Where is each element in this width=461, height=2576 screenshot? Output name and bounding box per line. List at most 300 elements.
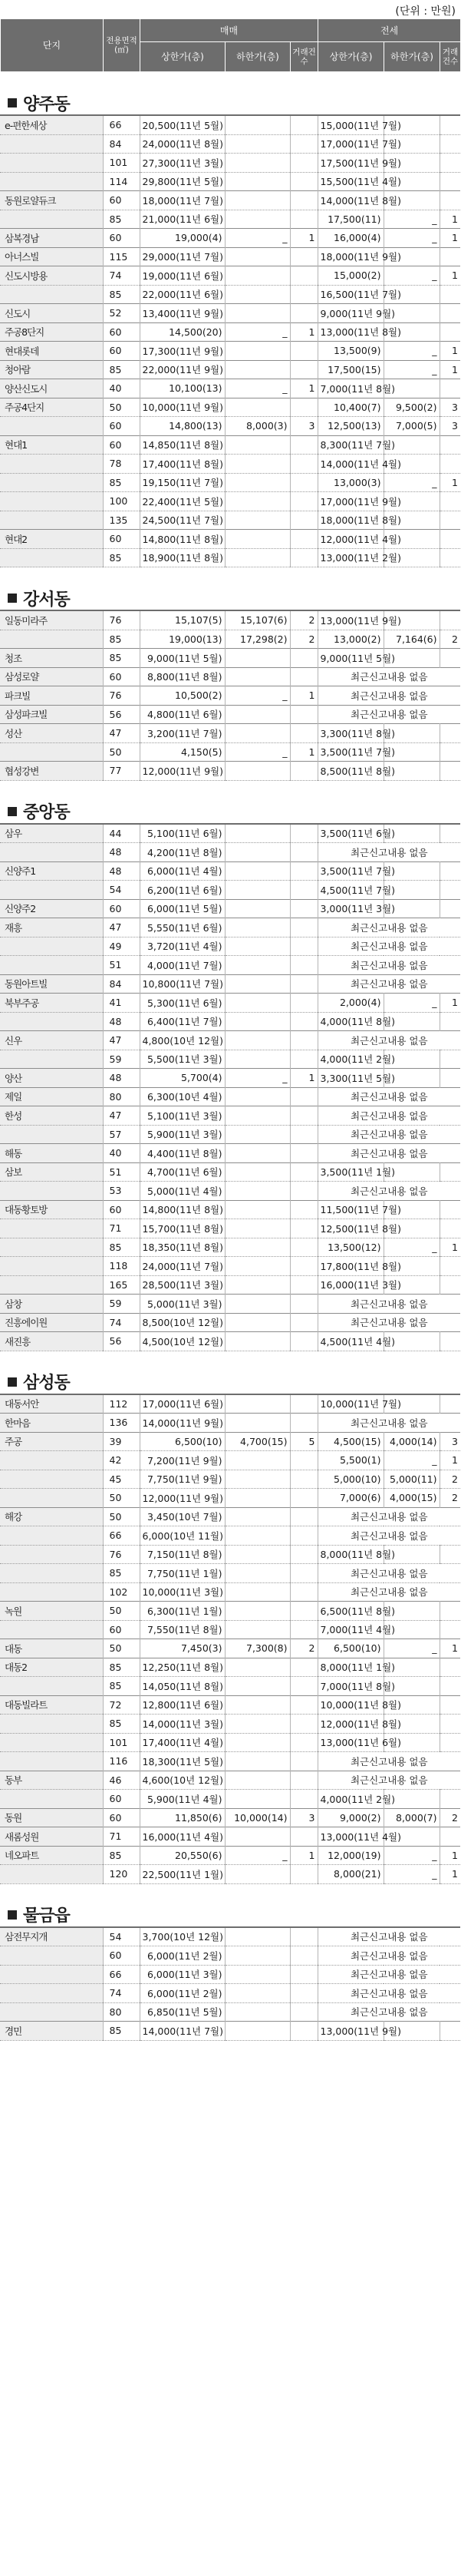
- cell-sale-upper: 4,600(10년 12월): [140, 1771, 225, 1790]
- cell-sale-count: 1: [290, 229, 318, 248]
- cell-sale-count: [290, 1582, 318, 1602]
- cell-jeonse-count: [440, 435, 460, 455]
- header-sale: 매매: [140, 19, 318, 42]
- cell-sale-lower: [225, 1965, 290, 1984]
- cell-sale-lower: [225, 172, 290, 191]
- cell-sale-upper: 20,550(6): [140, 1846, 225, 1865]
- cell-sale-lower: [225, 1946, 290, 1966]
- region-section: [0, 1371, 460, 1884]
- cell-jeonse-count: [440, 548, 460, 567]
- region-title: [0, 800, 460, 825]
- cell-sale-upper: 5,550(11년 6월): [140, 918, 225, 937]
- cell-sale-lower: [225, 1827, 290, 1847]
- cell-no-deal: 최근신고내용 없음: [318, 667, 460, 686]
- cell-jeonse-lower: _: [384, 1865, 440, 1884]
- cell-area: 50: [103, 1507, 140, 1526]
- cell-no-deal: 최근신고내용 없음: [350, 1586, 428, 1599]
- cell-sale-lower: [225, 881, 290, 900]
- cell-complex-name: 네오파트: [0, 1846, 103, 1865]
- cell-sale-upper: 4,200(11년 8월): [140, 843, 225, 862]
- cell-sale-lower: [225, 1695, 290, 1715]
- cell-jeonse-count: [440, 455, 460, 474]
- cell-sale-upper: 22,500(11년 1월): [140, 1865, 225, 1884]
- cell-jeonse-upper: 17,000(11년 9월): [318, 492, 384, 511]
- cell-sale-count: 1: [290, 1069, 318, 1088]
- cell-area: 71: [103, 1827, 140, 1847]
- table-row: [0, 1733, 460, 1752]
- cell-complex-name: 대동황토방: [0, 1200, 103, 1219]
- cell-sale-lower: [225, 247, 290, 266]
- cell-sale-count: [290, 342, 318, 361]
- cell-no-deal: 최근신고내용 없음: [318, 1313, 460, 1332]
- table-row: [0, 1414, 460, 1433]
- cell-jeonse-upper: 4,000(11년 8월): [318, 1012, 384, 1031]
- table-row: [0, 1069, 460, 1088]
- cell-jeonse-upper: 3,500(11년 1월): [318, 1162, 384, 1182]
- cell-sale-lower: [225, 473, 290, 492]
- cell-jeonse-upper: 7,000(11년 8월): [318, 1677, 384, 1696]
- cell-area: 40: [103, 1144, 140, 1163]
- cell-sale-upper: 10,800(11년 7월): [140, 974, 225, 994]
- cell-jeonse-count: [440, 1275, 460, 1295]
- cell-complex-name: [0, 1677, 103, 1696]
- table-row: [0, 417, 460, 436]
- cell-area: 49: [103, 937, 140, 956]
- cell-jeonse-lower: _: [384, 266, 440, 286]
- cell-sale-count: [290, 899, 318, 918]
- cell-sale-upper: 29,800(11년 5월): [140, 172, 225, 191]
- cell-sale-count: [290, 1715, 318, 1734]
- cell-area: 42: [103, 1451, 140, 1470]
- cell-sale-upper: 5,100(11년 3월): [140, 1106, 225, 1126]
- cell-sale-lower: [225, 762, 290, 781]
- cell-jeonse-count: [440, 1733, 460, 1752]
- table-row: [0, 247, 460, 266]
- cell-sale-lower: [225, 210, 290, 229]
- cell-jeonse-count: 3: [440, 1432, 460, 1451]
- table-row: [0, 881, 460, 900]
- cell-jeonse-upper: 13,000(11년 2월): [318, 548, 384, 567]
- cell-area: 74: [103, 1984, 140, 2003]
- table-row: [0, 1162, 460, 1182]
- cell-complex-name: [0, 1733, 103, 1752]
- cell-complex-name: [0, 417, 103, 436]
- cell-sale-count: [290, 937, 318, 956]
- cell-sale-lower: [225, 1275, 290, 1295]
- cell-sale-count: [290, 1087, 318, 1106]
- cell-sale-lower: 8,000(3): [225, 417, 290, 436]
- header-jeonse: 전세: [318, 19, 461, 42]
- cell-sale-count: [290, 191, 318, 210]
- region-section: [0, 800, 460, 1351]
- cell-no-deal: 최근신고내용 없음: [318, 1414, 460, 1433]
- cell-sale-lower: [225, 918, 290, 937]
- cell-sale-upper: 4,700(11년 6월): [140, 1162, 225, 1182]
- cell-jeonse-lower: 5,000(11): [384, 1470, 440, 1489]
- cell-jeonse-count: 1: [440, 1846, 460, 1865]
- cell-jeonse-upper: 16,000(4): [318, 229, 384, 248]
- cell-jeonse-upper: 15,000(11년 7월): [318, 116, 384, 134]
- cell-sale-upper: 24,000(11년 7월): [140, 1257, 225, 1276]
- cell-sale-upper: 17,400(11년 4월): [140, 1733, 225, 1752]
- cell-jeonse-count: [440, 2022, 460, 2041]
- table-row: [0, 649, 460, 668]
- table-row: [0, 1313, 460, 1332]
- cell-jeonse-count: [440, 1827, 460, 1847]
- cell-jeonse-upper: 7,000(6): [318, 1489, 384, 1508]
- cell-jeonse-count: [440, 1219, 460, 1238]
- cell-complex-name: [0, 134, 103, 154]
- table-row: [0, 1275, 460, 1295]
- cell-sale-upper: 5,100(11년 6월): [140, 825, 225, 843]
- cell-area: 102: [103, 1582, 140, 1602]
- cell-area: 50: [103, 742, 140, 762]
- cell-complex-name: e-편한세상: [0, 116, 103, 134]
- cell-area: 80: [103, 2002, 140, 2022]
- table-row: [0, 154, 460, 173]
- cell-area: 60: [103, 1946, 140, 1966]
- cell-sale-count: [290, 1790, 318, 1809]
- cell-sale-upper: 6,000(11년 5월): [140, 899, 225, 918]
- cell-sale-upper: 6,000(10년 11월): [140, 1526, 225, 1546]
- cell-sale-lower: [225, 974, 290, 994]
- cell-sale-lower: [225, 1313, 290, 1332]
- table-row: [0, 1526, 460, 1546]
- cell-jeonse-upper: 12,500(11년 8월): [318, 1219, 384, 1238]
- cell-area: 116: [103, 1752, 140, 1771]
- cell-jeonse-count: 1: [440, 266, 460, 286]
- region-title: [0, 1371, 460, 1395]
- cell-sale-count: [290, 1695, 318, 1715]
- cell-sale-lower: [225, 1182, 290, 1201]
- cell-sale-count: [290, 1238, 318, 1257]
- cell-sale-count: [290, 511, 318, 530]
- cell-sale-count: [290, 1200, 318, 1219]
- cell-jeonse-upper: 13,500(12): [318, 1238, 384, 1257]
- cell-complex-name: [0, 455, 103, 474]
- cell-sale-lower: [225, 956, 290, 975]
- cell-no-deal: 최근신고내용 없음: [318, 1507, 460, 1526]
- cell-jeonse-count: [440, 492, 460, 511]
- cell-jeonse-count: [440, 649, 460, 668]
- cell-sale-count: [290, 1313, 318, 1332]
- cell-complex-name: 아너스빌: [0, 247, 103, 266]
- cell-complex-name: [0, 1865, 103, 1884]
- cell-jeonse-upper: 8,300(11년 7월): [318, 435, 384, 455]
- cell-sale-lower: [225, 1790, 290, 1809]
- cell-sale-lower: [225, 1545, 290, 1564]
- cell-sale-upper: 21,000(11년 6월): [140, 210, 225, 229]
- cell-sale-count: [290, 1144, 318, 1163]
- table-row: [0, 1507, 460, 1526]
- cell-jeonse-count: [440, 1677, 460, 1696]
- cell-complex-name: [0, 1946, 103, 1966]
- cell-area: 45: [103, 1470, 140, 1489]
- cell-complex-name: 동부: [0, 1771, 103, 1790]
- cell-area: 60: [103, 530, 140, 549]
- cell-sale-count: [290, 843, 318, 862]
- cell-sale-count: [290, 473, 318, 492]
- cell-area: 85: [103, 1658, 140, 1677]
- cell-complex-name: [0, 154, 103, 173]
- cell-complex-name: 진흥에이원: [0, 1313, 103, 1332]
- cell-sale-lower: 10,000(14): [225, 1808, 290, 1827]
- cell-area: 101: [103, 154, 140, 173]
- square-bullet-icon: [8, 1377, 17, 1387]
- cell-sale-upper: 6,300(10년 4월): [140, 1087, 225, 1106]
- cell-no-deal: 최근신고내용 없음: [350, 1969, 428, 1981]
- cell-jeonse-upper: 4,500(11년 7월): [318, 881, 384, 900]
- cell-sale-lower: [225, 1125, 290, 1144]
- cell-jeonse-upper: 9,000(11년 9월): [318, 304, 384, 323]
- cell-sale-count: [290, 285, 318, 304]
- table-row: [0, 1965, 460, 1984]
- cell-area: 85: [103, 285, 140, 304]
- cell-no-deal: 최근신고내용 없음: [318, 1087, 460, 1106]
- cell-complex-name: 삼성파크빌: [0, 705, 103, 724]
- header-sale-upper: 상한가(층): [140, 42, 226, 72]
- table-row: [0, 1771, 460, 1790]
- cell-complex-name: 양산신도시: [0, 379, 103, 398]
- cell-area: 115: [103, 247, 140, 266]
- cell-sale-upper: 4,500(10년 12월): [140, 1332, 225, 1351]
- cell-complex-name: 양산: [0, 1069, 103, 1088]
- table-row: [0, 1144, 460, 1163]
- cell-sale-lower: [225, 285, 290, 304]
- cell-complex-name: 신우: [0, 1031, 103, 1050]
- cell-jeonse-upper: 3,300(11년 5월): [318, 1069, 384, 1088]
- cell-complex-name: 주공8단지: [0, 322, 103, 342]
- cell-sale-count: [290, 1219, 318, 1238]
- cell-sale-count: [290, 881, 318, 900]
- table-row: [0, 899, 460, 918]
- cell-no-deal: 최근신고내용 없음: [318, 1295, 460, 1314]
- table-row: [0, 686, 460, 706]
- cell-complex-name: 제일: [0, 1087, 103, 1106]
- region-section: [0, 91, 460, 567]
- cell-jeonse-upper: 8,500(11년 8월): [318, 762, 384, 781]
- cell-no-deal: 최근신고내용 없음: [350, 1949, 428, 1962]
- cell-area: 60: [103, 342, 140, 361]
- table-row: [0, 1012, 460, 1031]
- table-row: [0, 511, 460, 530]
- cell-sale-upper: 15,107(5): [140, 611, 225, 630]
- square-bullet-icon: [8, 98, 17, 107]
- price-table: [0, 116, 460, 567]
- cell-jeonse-count: [440, 1620, 460, 1639]
- cell-complex-name: 대동서안: [0, 1395, 103, 1414]
- cell-jeonse-upper: 4,500(15): [318, 1432, 384, 1451]
- table-row: [0, 492, 460, 511]
- cell-sale-lower: [225, 1031, 290, 1050]
- cell-jeonse-upper: 13,000(3): [318, 473, 384, 492]
- cell-sale-count: [290, 210, 318, 229]
- cell-sale-count: [290, 116, 318, 134]
- cell-no-deal: 최근신고내용 없음: [350, 1931, 428, 1943]
- cell-sale-upper: 14,850(11년 8월): [140, 435, 225, 455]
- cell-sale-count: [290, 724, 318, 743]
- cell-complex-name: 동원로얄듀크: [0, 191, 103, 210]
- cell-complex-name: [0, 1451, 103, 1470]
- cell-complex-name: [0, 881, 103, 900]
- cell-complex-name: 삼성로얄: [0, 667, 103, 686]
- cell-jeonse-count: 1: [452, 1868, 458, 1880]
- cell-sale-count: [290, 548, 318, 567]
- cell-area: 77: [103, 762, 140, 781]
- table-row: [0, 1752, 460, 1771]
- cell-area: 47: [103, 918, 140, 937]
- cell-jeonse-count: [440, 724, 460, 743]
- cell-jeonse-count: [440, 1012, 460, 1031]
- cell-sale-upper: 6,300(11년 1월): [140, 1602, 225, 1621]
- cell-area: 135: [103, 511, 140, 530]
- cell-complex-name: 성산: [0, 724, 103, 743]
- cell-jeonse-count: 2: [452, 1473, 458, 1485]
- cell-jeonse-count: [440, 172, 460, 191]
- cell-area: 80: [103, 1087, 140, 1106]
- cell-complex-name: [0, 956, 103, 975]
- cell-jeonse-count: [440, 379, 460, 398]
- cell-jeonse-count: [440, 899, 460, 918]
- cell-sale-count: [290, 705, 318, 724]
- cell-sale-count: 2: [290, 611, 318, 630]
- cell-jeonse-upper: 9,000(11년 5월): [318, 649, 384, 668]
- cell-area: 50: [103, 398, 140, 417]
- table-row: [0, 1031, 460, 1050]
- cell-complex-name: 대동2: [0, 1658, 103, 1677]
- cell-area: 50: [103, 1489, 140, 1508]
- cell-sale-lower: _: [225, 322, 290, 342]
- cell-complex-name: [0, 1470, 103, 1489]
- cell-complex-name: 한마음: [0, 1414, 103, 1433]
- cell-sale-upper: 10,000(11년 9월): [140, 398, 225, 417]
- cell-sale-count: [290, 649, 318, 668]
- cell-sale-upper: 28,500(11년 3월): [140, 1275, 225, 1295]
- cell-sale-count: 1: [290, 322, 318, 342]
- header-complex: 단지: [1, 19, 104, 72]
- cell-sale-upper: 14,000(11년 3월): [140, 1715, 225, 1734]
- cell-sale-lower: [225, 1162, 290, 1182]
- cell-sale-upper: 5,000(11년 4월): [140, 1182, 225, 1201]
- cell-sale-lower: [225, 1219, 290, 1238]
- cell-area: 76: [103, 1545, 140, 1564]
- cell-sale-upper: 7,200(11년 9월): [140, 1451, 225, 1470]
- cell-area: 48: [103, 1069, 140, 1088]
- cell-area: 46: [103, 1771, 140, 1790]
- cell-area: 57: [103, 1125, 140, 1144]
- cell-sale-lower: [225, 1733, 290, 1752]
- cell-sale-count: [290, 172, 318, 191]
- cell-sale-count: [290, 1395, 318, 1414]
- cell-jeonse-upper: 12,000(11년 8월): [318, 1715, 384, 1734]
- cell-area: 56: [103, 1332, 140, 1351]
- cell-area: 74: [103, 266, 140, 286]
- cell-area: 47: [103, 1031, 140, 1050]
- cell-sale-upper: 18,000(11년 7월): [140, 191, 225, 210]
- cell-sale-count: [290, 956, 318, 975]
- cell-sale-count: 3: [290, 417, 318, 436]
- table-row: [0, 1200, 460, 1219]
- cell-area: 85: [103, 1715, 140, 1734]
- cell-jeonse-count: [440, 134, 460, 154]
- cell-sale-upper: 4,800(11년 6월): [140, 705, 225, 724]
- cell-sale-upper: 3,720(11년 4월): [140, 937, 225, 956]
- cell-jeonse-count: 1: [452, 213, 458, 225]
- table-row: [0, 742, 460, 762]
- cell-jeonse-count: [440, 511, 460, 530]
- cell-sale-lower: [225, 825, 290, 843]
- cell-jeonse-upper: 8,000(11년 1월): [318, 1658, 384, 1677]
- cell-sale-lower: [225, 1470, 290, 1489]
- cell-sale-count: [290, 1771, 318, 1790]
- regions-container: [0, 91, 460, 2041]
- cell-jeonse-count: 1: [440, 342, 460, 361]
- cell-sale-upper: 14,000(11년 7월): [140, 2022, 225, 2041]
- table-row: [0, 1295, 460, 1314]
- table-row: [0, 2022, 460, 2041]
- cell-area: 85: [103, 649, 140, 668]
- cell-area: 84: [103, 134, 140, 154]
- cell-sale-count: [290, 2002, 318, 2022]
- cell-complex-name: [0, 742, 103, 762]
- cell-jeonse-upper: 3,500(11년 7월): [318, 742, 384, 762]
- cell-sale-count: [290, 398, 318, 417]
- square-bullet-icon: [8, 1910, 17, 1920]
- cell-sale-lower: [225, 1507, 290, 1526]
- cell-jeonse-count: 3: [452, 420, 458, 432]
- cell-area: 60: [103, 1790, 140, 1809]
- cell-jeonse-count: [440, 1069, 460, 1088]
- cell-sale-lower: [225, 492, 290, 511]
- cell-no-deal: 최근신고내용 없음: [350, 1185, 428, 1197]
- cell-sale-lower: [225, 1677, 290, 1696]
- cell-jeonse-count: [440, 1715, 460, 1734]
- cell-complex-name: [0, 1582, 103, 1602]
- cell-jeonse-upper: 13,000(2): [318, 630, 384, 649]
- cell-no-deal: 최근신고내용 없음: [318, 705, 460, 724]
- cell-jeonse-lower: _: [384, 1451, 440, 1470]
- cell-sale-lower: [225, 1087, 290, 1106]
- cell-sale-lower: [225, 1526, 290, 1546]
- table-row: [0, 134, 460, 154]
- cell-area: 76: [103, 686, 140, 706]
- cell-sale-count: [290, 1489, 318, 1508]
- cell-sale-lower: [225, 1012, 290, 1031]
- cell-sale-upper: 5,500(11년 3월): [140, 1050, 225, 1069]
- table-row: [0, 843, 460, 862]
- region-title-text: 중앙동: [23, 803, 70, 822]
- cell-sale-count: [290, 1752, 318, 1771]
- cell-sale-lower: [225, 2002, 290, 2022]
- cell-jeonse-lower: _: [384, 210, 440, 229]
- cell-sale-lower: [225, 360, 290, 379]
- price-table: [0, 1395, 460, 1884]
- cell-no-deal: 최근신고내용 없음: [318, 918, 460, 937]
- cell-sale-upper: 14,800(11년 8월): [140, 530, 225, 549]
- cell-sale-lower: [225, 435, 290, 455]
- cell-sale-lower: _: [225, 1846, 290, 1865]
- table-row: [0, 994, 460, 1013]
- cell-sale-count: [290, 1658, 318, 1677]
- cell-jeonse-upper: 16,000(11년 3월): [318, 1275, 384, 1295]
- cell-complex-name: 삼전무지개: [0, 1928, 103, 1946]
- table-row: [0, 974, 460, 994]
- table-row: [0, 530, 460, 549]
- cell-jeonse-upper: 15,500(11년 4월): [318, 172, 384, 191]
- table-row: [0, 1087, 460, 1106]
- cell-sale-count: [290, 1928, 318, 1946]
- cell-sale-count: 1: [290, 686, 318, 706]
